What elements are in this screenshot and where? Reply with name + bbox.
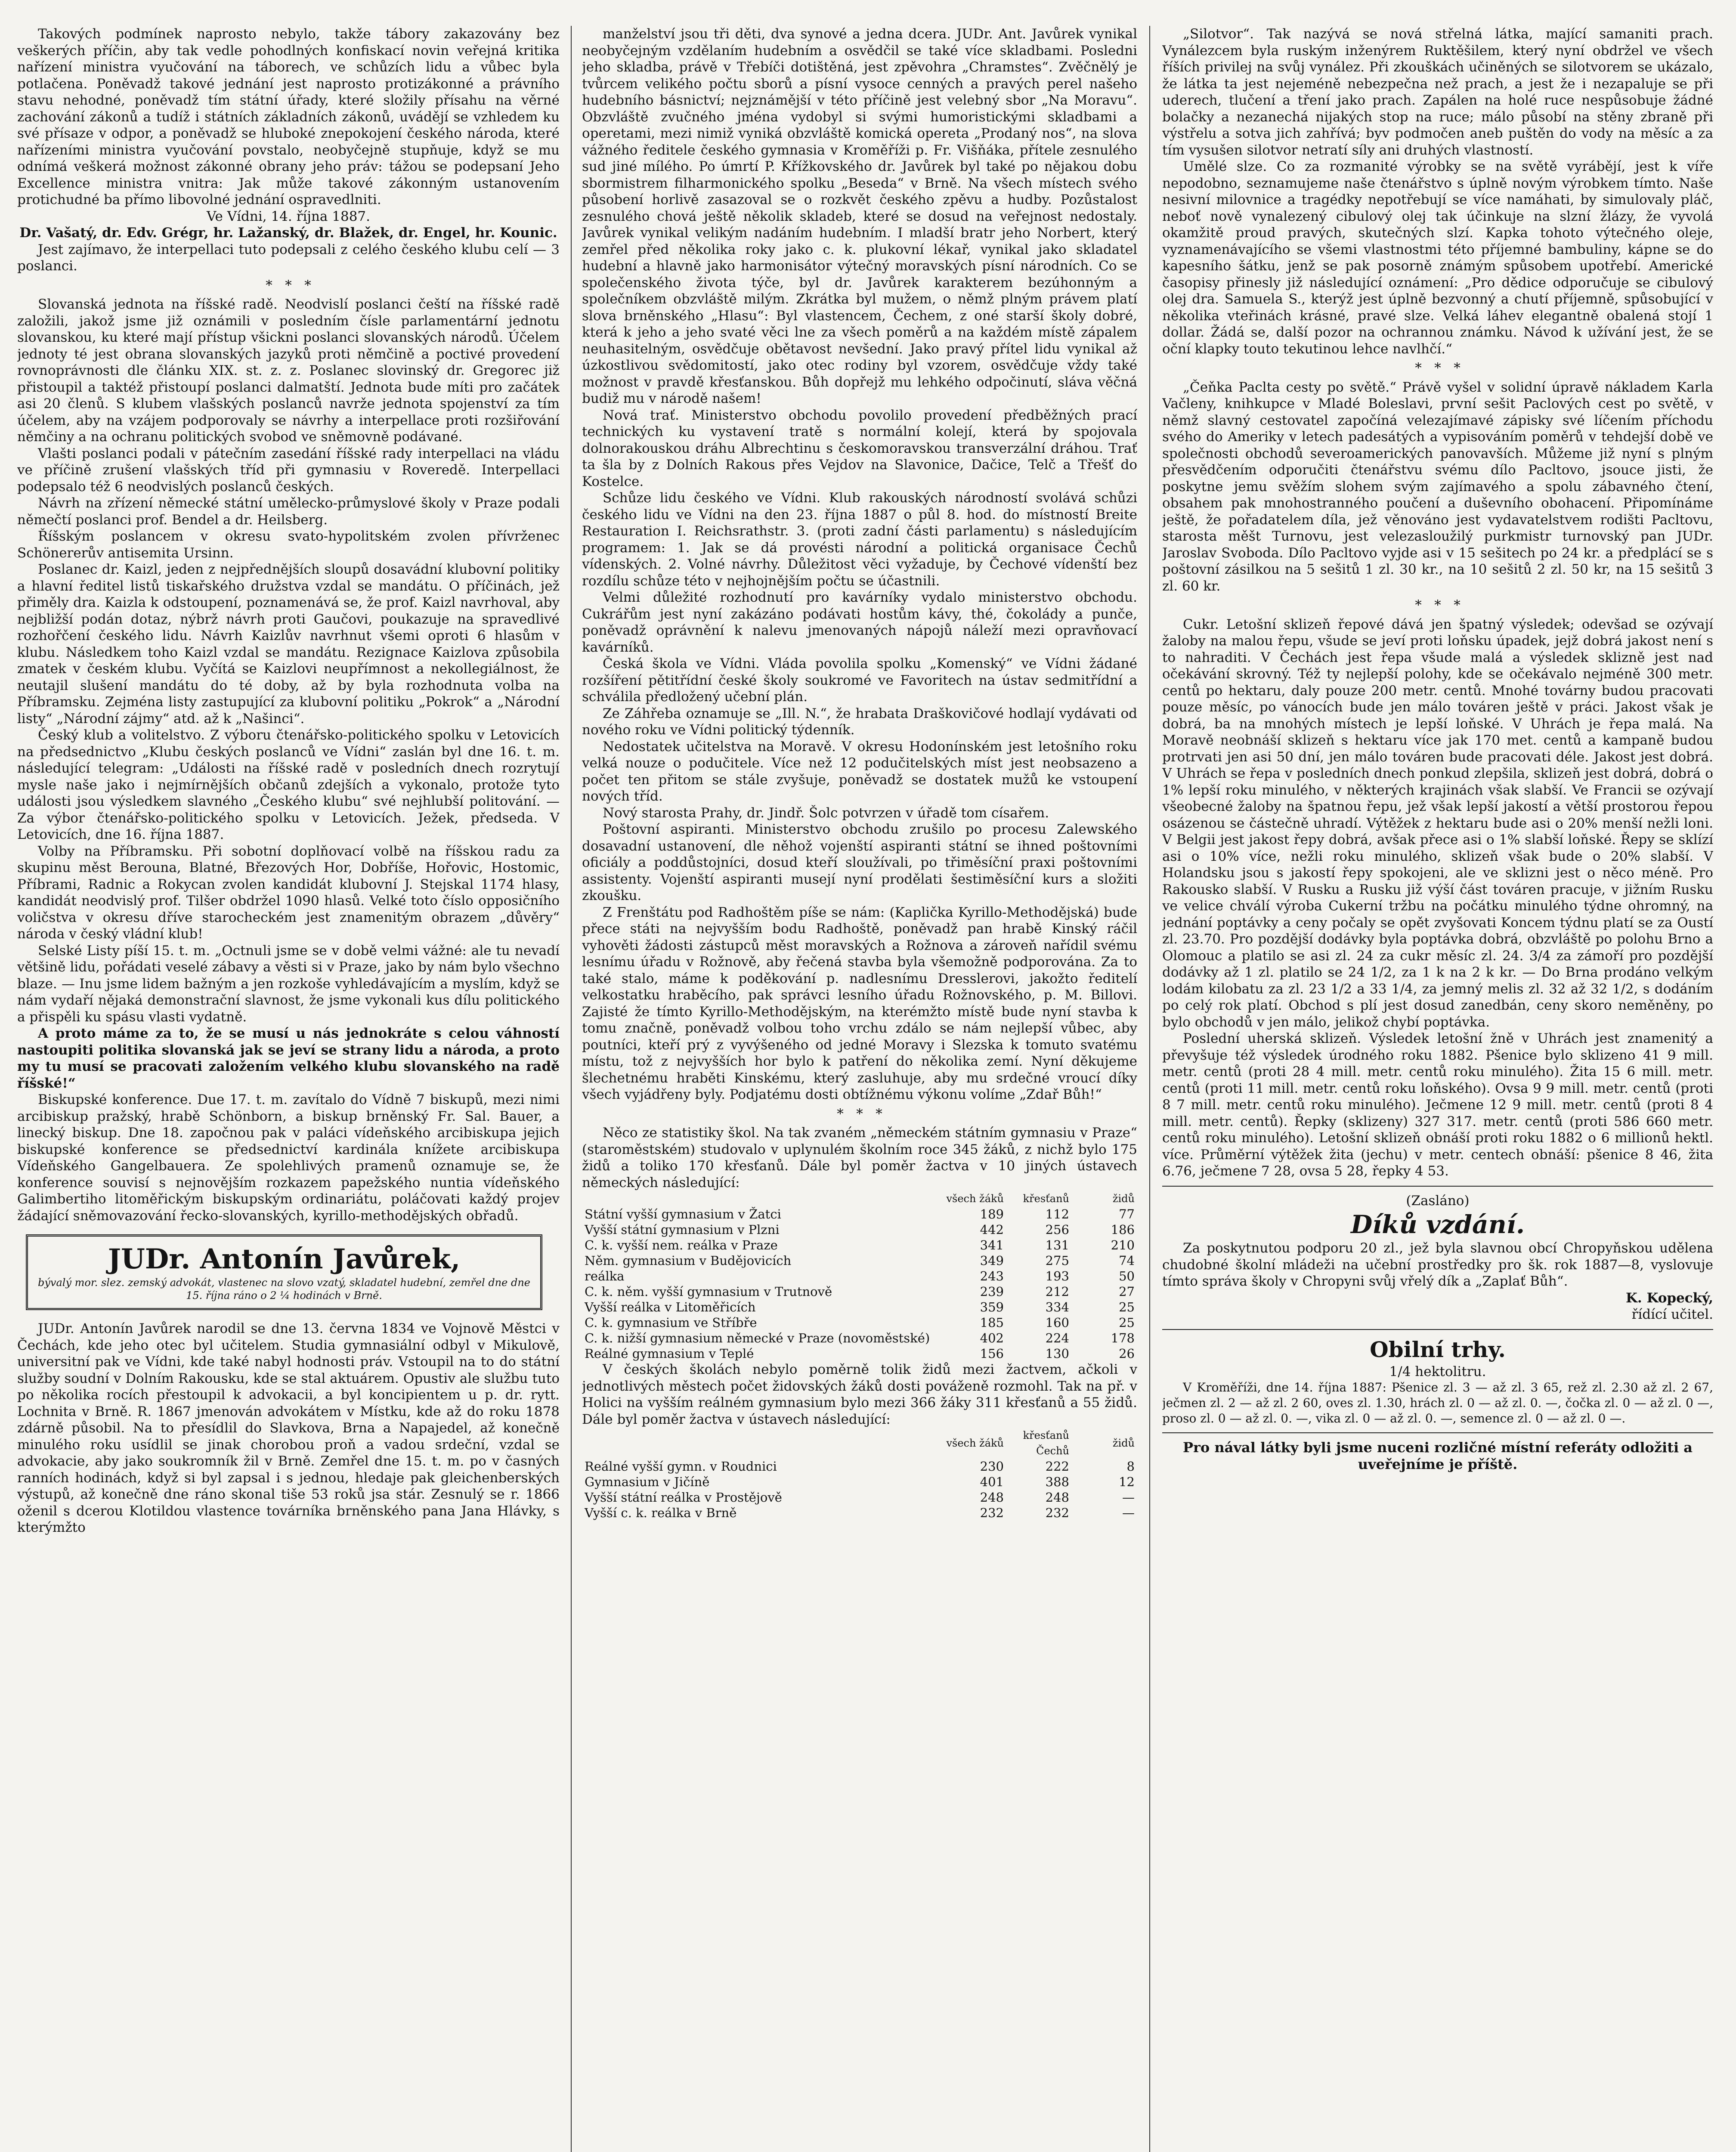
table-cell-value: 77 <box>1119 1207 1135 1221</box>
article-paragraph: Velmi důležité rozhodnutí pro kavárníky vydalo ministerstvo obchodu. Cukrářům jest nyní zakázáno podávati hostům kávy, thé, čokolády a punče, poněvadž oprávnění k nalevu jmenovaných nápojů náleží mezi opravňovací kavárníků. <box>582 590 1137 655</box>
article-paragraph: Za poskytnutou podporu 20 zl., jež byla slavnou obcí Chropyňskou udělena chudobné školní mládeži na učební prostředky pro šk. rok 1887—8, vyslovuje tímto správa školy v Chropyni svůj vřelý dík a „Zaplať Bůh“. <box>1162 1240 1713 1289</box>
table-cell-value: 131 <box>1045 1238 1069 1252</box>
table-row <box>582 1253 1137 1268</box>
table-cell-value: 243 <box>980 1269 1004 1283</box>
column-middle <box>582 26 1137 2152</box>
article-paragraph: Nová trať. Ministerstvo obchodu povolilo provedení předběžných prací technických ku vystavení tratě s normální kolejí, která by spojovala dolnorakouskou dráhu Albrechtinu s českomoravskou transverzální dráhou. Trať ta šla by z Dolních Rakous přes Vejdov na Slavonice, Dačice, Telč a Třešť do Kostelce. <box>582 407 1137 489</box>
obituary-title: JUDr. Antonín Javůrek, <box>108 1243 461 1275</box>
table-cell-label: Gymnasium v Jičíně <box>585 1475 710 1489</box>
table-cell-value: 341 <box>980 1238 1004 1252</box>
table-cell-value: 232 <box>980 1506 1004 1520</box>
table-cell-value: 189 <box>980 1207 1004 1221</box>
table-cell-value: 210 <box>1111 1238 1135 1252</box>
table-row <box>582 1490 1137 1505</box>
article-paragraph: Z Frenštátu pod Radhoštěm píše se nám: (Kaplička Kyrillo-Methodějská) bude přece státi na nejvyšším bodu Radhoště, poněvadž pan hrabě Kinský ráčil vyhověti žádosti zástupců měst moravských a Rožnova a zároveň nařídil svému lesnímu úřadu v Rožnově, aby řečená stavba byla všemožně podporována. Za to také stalo, máme k poděkování p. nadlesnímu Dresslerovi, jakožto ředitelí velkostatku hraběcího, pak správci lesního úřadu Rožnovského, p. M. Billovi. Zajisté že tímto Kyrillo-Methodějským, na kterémžto místě bude nyní stavba k tomu značně, poněvadž volbou toho vrchu zdálo se nám nejlepší vůbec, aby poutníci, kteří prý z vyvýšeného od jedné Moravy i Slezska k tomuto svatému místu, tož z nejvyšších hor bylo k patření do několika zemí. Nyní děkujeme šlechetnému hraběti Kinskému, který zasluhuje, aby mu srdečné vroucí díky všech vyjádřeny byly. Podjatému dosti obtížnému výkonu volíme „Zdař Bůh!“ <box>582 904 1137 1102</box>
table-cell-value: 232 <box>1045 1506 1069 1520</box>
table-cell-label: Vyšší státní reálka v Prostějově <box>585 1490 782 1505</box>
column-header: všech žáků <box>946 1437 1004 1449</box>
table-cell-value: 212 <box>1045 1284 1069 1299</box>
divider <box>1162 1329 1713 1330</box>
table-cell-value: 50 <box>1119 1269 1135 1283</box>
article-paragraph: Říšským poslancem v okresu svato-hypolitském zvolen přívrženec Schönererův antisemita Ursinn. <box>17 529 560 561</box>
signatories: Dr. Vašatý, dr. Edv. Grégr, hr. Lažanský, dr. Blažek, dr. Engel, hr. Kounic. <box>19 225 557 241</box>
table-row <box>582 1459 1137 1474</box>
table-cell-value: 402 <box>980 1331 1004 1345</box>
column-header: židů <box>1112 1193 1135 1205</box>
article-paragraph: Cukr. Letošní sklizeň řepové dává jen špatný výsledek; odevšad se ozývají žaloby na malou řepu, všude se jeví proti loňsku úpadek, jejž dobrá jakost není s to nahraditi. V Čechách jest řepa všude malá a výsledek sklizně jest nad očekávání skrovný. Též ty nejlepší polohy, kde se očekávalo nejméně 300 metr. centů po hektaru, daly pouze 200 metr. centů. Mnohé továrny budou pracovati pouze měsíc, po vánocích bude jen málo továren ještě v práci. Jakost však je dobrá, ba na mnohých místech je lepší loňské. V Uhrách je řepa malá. Na Moravě neobnáší sklizeň s hektaru více jak 170 met. centů a kampaně budou protrvati jen asi 50 dní, jen málo továren bude pracovati déle. Jakost jest dobrá. V Uhrách se řepa v posledních dnech ponkud zlepšila, sklizeň jest dobrá, dobrá o 1% lepší roku minulého, v některých krajinách však slabší. Ve Francii se ozývají všeobecné žaloby na špatnou řepu, jež však lepší jakostí a větší prostorou řepou osázenou se částečně uhradí. Výtěžek z hektaru bude asi o 20% menší nežli loni. V Belgii jest jakost řepy dobrá, avšak přece asi o 1% slabší loňské. Řepy se sklízí asi o 10% více, nežli roku minulého, sklizeň však bude o 20% slabší. V Holandsku jsou s jakostí řepy spokojeni, ale ve sklizni jest o něco méně. Pro Rakousko slabší. V Rusku a Rusku již výší část továren pracuje, v jižním Rusku ve velice chválí výroba Cukerní tržbu na počátku minulého týdne ohromný, na jednání poptávky a ceny počaly se opět zvyšovati Koncem týdnu platí se za Oustí zl. 23.70. Pro pozdější dodávky byla poptávka dobrá, obzvláště po polohu Brno a Olomouc a platilo se asi zl. 24 za cukr měsíc zl. 24. 3/4 za zámoří pro pozdější dodávky až 1 zl. platilo se 24 1/2, za 1 k na 2 k kr. — Do Brna prodáno velkým lodám kilobatu za zl. 23 1/2 a 33 1/4, za jemný melis zl. 32 až 32 1/2, s dodáním po celý rok platí. Obchod s plí jest dosud zanedbán, ceny skoro neměněny, po bylo obchodů v jen málo, jelikož chybí poptávka. <box>1162 616 1713 1030</box>
table-row <box>582 1222 1137 1237</box>
table-cell-value: 334 <box>1045 1300 1069 1314</box>
article-paragraph: Slovanská jednota na říšské radě. Neodvislí poslanci čeští na říšské radě založili, jakož jsme již oznámili v posledním čísle parlamentární jednotu slovanskou, ku které mají přístup všickni poslanci slovanských národů. Účelem jednoty té jest obrana slovanských jazyků proti němčině a poctivé provedení rovnoprávnosti dle článku XIX. st. z. z. Poslanec slovinský dr. Gregorec již přistoupil a taktéž přistoupí poslanci dalmatští. Jednota bude míti pro začátek asi 20 členů. S klubem vlašských poslanců navrže jednota spojenství za tím účelem, aby na vzájem podporovaly se návrhy a interpellace proti rozšiřování němčiny a na ochranu politických svobod ve sněmovně podávané. <box>17 297 560 445</box>
table-cell-label: Vyšší reálka v Litoměřicích <box>585 1300 756 1314</box>
table-row <box>582 1315 1137 1330</box>
table-cell-label: C. k. něm. vyšší gymnasium v Trutnově <box>585 1284 832 1299</box>
table-cell-value: 26 <box>1119 1346 1135 1361</box>
table-cell-value: 442 <box>980 1222 1004 1237</box>
table-cell-label: reálka <box>585 1269 625 1283</box>
section-title: Díků vzdání. <box>1350 1210 1525 1239</box>
table-row <box>582 1474 1137 1490</box>
article-paragraph: „Silotvor“. Tak nazývá se nová střelná látka, mající samaniti prach. Vynálezcem byla ruským inženýrem Ruktěšilem, který nyní obdržel ve všech říších privilej na svůj vynález. Při zkouškách učiněných se silotvorem se ukázalo, že látka ta jest nejeméně nebezpečna než prach, a jest že i nezapaluje se při uderech, tlučení a tření jako prach. Zapálen na holé ruce nespůsobuje žádné bolačky a nezanechá nijakých stop na ruce; málo působí na stěny zbraně při výstřelu a sotva jich zahřívá; byv podmočen aneb puštěn do vody na měsíc a za tím vysušen silotvor netratí síly ani druhých vlastností. <box>1162 26 1713 158</box>
article-paragraph: Nový starosta Prahy, dr. Jindř. Šolc potvrzen v úřadě tom císařem. <box>603 805 1049 821</box>
unit-label: 1/4 hektolitru. <box>1389 1364 1486 1379</box>
table-cell-label: Státní vyšší gymnasium v Žatci <box>585 1207 781 1221</box>
table-cell-value: 178 <box>1111 1331 1135 1345</box>
article-paragraph: Poslední uherská sklizeň. Výsledek letošní žně v Uhrách jest znamenitý a převyšuje též výsledek úrodného roku 1882. Pšenice bylo sklizeno 41 9 mill. metr. centů (proti 28 4 mill. metr. centů roku minulého). Žita 15 6 mill. metr. centů (proti 11 mill. metr. centů roku loňského). Ovsa 9 9 mill. metr. centů (proti 8 7 mill. metr. centů roku minulého). Ječmene 12 9 mill. metr. centů (proti 8 4 mill. metr. centů). Řepky (sklizeny) 327 317. metr. centů (proti 586 660 metr. centů roku minulého). Letošní sklizeň obnáší proti roku 1882 o 6 millionů hektl. více. Průměrní výtěžek žita (jechu) v metr. centech obnáší: pšenice 8 46, žita 6.76, ječmene 7 28, ovsa 5 28, řepky 4 53. <box>1162 1031 1713 1179</box>
table-cell-value: 156 <box>980 1346 1004 1361</box>
article-paragraph: Selské Listy píší 15. t. m. „Octnuli jsme se v době velmi vážné: ale tu nevadí většině lidu, pořádati veselé zábavy a věsti si v Praze, jako by nám bylo všechno blaze. — Inu jsme lidem bažným a jen rozkoše vyhledávajícím a myslím, když se nám vydaří nějaká demonstrační slavnost, že jsme vykonali kus dílu politického a přispěli ku spásu vlasti vydatně. <box>17 943 560 1025</box>
column-left <box>17 26 560 2152</box>
signature-name: K. Kopecký, <box>1625 1290 1713 1306</box>
table-cell-value: 275 <box>1045 1253 1069 1268</box>
article-paragraph: Poslanec dr. Kaizl, jeden z nejpřednějších sloupů dosavádní klubovní politiky a hlavní ředitel listů tiskařského družstva vzdal se mandátu. O příčinách, jež přiměly dra. Kaizla k odstoupení, poznamenává se, že prof. Kaizl navrhoval, aby nejbližší podán dotaz, nýbrž návrh proti Gaučovi, poukazuje na spravedlivé rozhořčení českého lidu. Návrh Kaizlův navrhnut všemi oproti 6 hlasům v klubu. Následkem toho Kaizl vzdal se mandátu. Rezignace Kaizlova způsobila zmatek v českém klubu. Vyčítá se Kaizlovi neupřímnost a nekollegiálnost, že neutajil slušení mandátu do té doby, až by byla rozhodnuta volba na Příbramsku. Zejména listy zastupující za klubovní politiku „Pokrok“ a „Národní listy“ „Národní zájmy“ atd. až k „Našinci“. <box>17 562 560 727</box>
table-row <box>582 1237 1137 1253</box>
article-paragraph: Schůze lidu českého ve Vídni. Klub rakouských národností svolává schůzi českého lidu ve Vídni na den 23. října 1887 o půl 8. hod. do místností Breite Restauration I. Reichsrathstr. 3. (proti zadní části parlamentu) s následujícím programem: 1. Jak se dá provésti národní a politická organisace Čechů vídenských. 2. Volné návrhy. Důležitost věci vyžaduje, by Čechové vídenští bez rozdílu schůze této v nejhojnějším počtu se účastnili. <box>582 490 1137 589</box>
column-rule <box>571 26 572 2152</box>
column-right <box>1162 26 1713 2152</box>
divider <box>1162 1186 1713 1187</box>
table-row <box>582 1268 1137 1284</box>
article-paragraph: Český klub a volitelstvo. Z výboru čtenářsko-politického spolku v Letovicích na předsednictvo „Klubu českých poslanců ve Vídni“ zaslán byl dne 16. t. m. následující telegram: „Události na říšské radě v posledních dnech rozrytují mysle naše jako i nejmírnějších občanů zdejších a vykonalo, protože tyto události jsou výsledkem slavného „Českého klubu“ své nejhlubší politování. — Za výbor čtenářsko-politického spolku v Letovicích. Ježek, předseda. V Letovicích, dne 16. října 1887. <box>17 727 560 842</box>
table-cell-value: 74 <box>1119 1253 1135 1268</box>
article-paragraph: Návrh na zřízení německé státní umělecko-průmyslové školy v Praze podali němečtí poslanci prof. Bendel a dr. Heilsberg. <box>17 495 560 528</box>
table-cell-label: C. k. nižší gymnasium německé v Praze (novoměstské) <box>585 1331 930 1345</box>
article-paragraph: A proto máme za to, že se musí u nás jednokráte s celou váhností nastoupiti politika slovanská jak se jeví se strany lidu a národa, a proto my tu musí se pracovati založením velkého klubu slovanského na radě říšské!“ <box>17 1026 560 1091</box>
column-header: křesťanů Čechů <box>1023 1429 1069 1457</box>
table-row <box>582 1330 1137 1346</box>
article-paragraph: Vlašti poslanci podali v pátečním zasedání říšské rady interpellaci na vládu ve příčině zrušení vlašských tříd při gymnasiu v Roveredě. Interpellaci podepsalo též 6 neodvislých poslanců českých. <box>17 445 560 495</box>
table-cell-value: 8 <box>1126 1459 1135 1474</box>
school-stats-table <box>582 1191 1137 1361</box>
table-cell-value: 248 <box>1045 1490 1069 1505</box>
separator: * * * <box>1415 360 1461 376</box>
table-header-row <box>582 1428 1137 1459</box>
article-paragraph: „Čeňka Paclta cesty po světě.“ Právě vyšel v solidní úpravě nákladem Karla Vačleny, knihkupce v Mladé Boleslavi, první sešit Paclových cest po světě, v němž slavný cestovatel započíná velezajímavé zápisky své líčením příchodu svého do Ameriky v letech padesátých a vypisováním poměrů v tehdejší době ve společnosti obchodů severoamerických panovavších. Můžeme již nyní s plným přesvědčením odporučiti čtenářstvu svému dílo Pacltovo, jsouce jisti, že poskytne jemu svěžím slohem svým zajímavého a spolu zábavného čtení, obsahem pak mnohostranného poučení a duševního obohacení. Připomínáme ještě, že pořadatelem díla, jež věnováno jest vydavatelstvem rodišti Pacltovu, starosta měšt Turnovu, jest velezasloužilý purkmistr turnovský pan JUDr. Jaroslav Svoboda. Dílo Pacltovo vyjde asi v 15 sešitech po 24 kr. a předplácí se s poštovní zásilkou na 5 sešitů 1 zl. 30 kr., na 10 sešitů 2 zl. 50 kr, na 15 sešitů 3 zl. 60 kr. <box>1162 379 1713 594</box>
article-paragraph: Volby na Příbramsku. Při sobotní doplňovací volbě na říšskou radu za skupinu měst Berouna, Blatné, Březových Hor, Dobříše, Hořovic, Hostomic, Příbrami, Radnic a Rokycan zvolen kandidát klubovní J. Stejskal 1174 hlasy, kandidát neodvislý prof. Tilšer obdržel 1090 hlasů. Velké toto číslo opposičního voličstva v okresu dříve starocheckém jest znamenitým obrazem „důvěry“ národa v český vládní klub! <box>17 843 560 942</box>
table-cell-value: 160 <box>1045 1315 1069 1330</box>
table-cell-value: 25 <box>1119 1300 1135 1314</box>
table-cell-value: 193 <box>1045 1269 1069 1283</box>
column-rule <box>1149 26 1150 2152</box>
article-paragraph: Ze Záhřeba oznamuje se „Ill. N.“, že hrabata Draškovičové hodlají vydávati od nového roku ve Vídni politický týdenník. <box>582 705 1137 738</box>
article-paragraph: Něco ze statistiky škol. Na tak zvaném „německém státním gymnasiu v Praze“ (staroměstském) studovalo v uplynulém školním roce 345 žáků, z nichž bylo 175 židů a toliko 170 křesťanů. Dále byl poměr žactva v 10 jiných ústavech německých následující: <box>582 1125 1137 1190</box>
table-cell-value: 388 <box>1045 1475 1069 1489</box>
article-paragraph: Jest zajímavo, že interpellaci tuto podepsali z celého českého klubu celí — 3 poslanci. <box>17 241 560 274</box>
article-paragraph: Poštovní aspiranti. Ministerstvo obchodu zrušilo po procesu Zalewského dosavadní ustanovení, dle něhož vojenští aspiranti státní se ihned poštovními oficiály a poddůstojníci, dosud kteří sloužívali, po třiměsíční praxi poštovními assistenty. Vojenští aspiranti musejí nyní prodělati šestiměsíční kurs a složiti zkoušku. <box>582 822 1137 903</box>
column-header: všech žáků <box>946 1193 1004 1205</box>
table-cell-value: 112 <box>1045 1207 1069 1221</box>
signature-role: řídící učitel. <box>1631 1307 1713 1322</box>
table-cell-label: Reálné vyšší gymn. v Roudnici <box>585 1459 777 1474</box>
dateline: Ve Vídni, 14. října 1887. <box>206 208 371 224</box>
table-cell-label: Vyšší c. k. reálka v Brně <box>585 1506 737 1520</box>
article-paragraph: Česká škola ve Vídni. Vláda povolila spolku „Komenský“ ve Vídni žádané rozšíření pětitřídní české školy soukromé ve Favoritech na ústav sedmitřídní a schválila předložený učební plán. <box>582 656 1137 705</box>
section-label: (Zasláno) <box>1406 1193 1470 1209</box>
table-cell-value: 230 <box>980 1459 1004 1474</box>
table-cell-label: Něm. gymnasium v Budějovicích <box>585 1253 792 1268</box>
article-paragraph: Umělé slze. Co za rozmanité výrobky se na světě vyrábějí, jest k víře nepodobno, seznamujeme naše čtenářstvo s úplně novým výrobkem tímto. Naše nesivní milovnice a tragédky nepotřebují se více namáhati, by simulovaly pláč, neboť nově vynalezený cibulový olej tak účinkuje na slzní žlázy, že vyvolá okamžitě proud pravých, skutečných slzí. Kapka tohoto výtečného oleje, vyznamenávajícího se všemi vlastnostmi této příjemné bambuliny, kápne se do kapesního šátku, jenž se pak posorně známým spůsobem upotřebí. Americké časopisy přinesly již následující oznámení: „Pro dědice odporučuje se cibulový olej dra. Samuela S., kterýž jest úplně bezvonný a chutí příjemně, spůsobující v několika vteřinách krásné, pravé slze. Velká láhev elegantně obalená stojí 1 dollar. Žádá se, další pozor na ochrannou známku. Návod k užívání jest, že se oční klapky touto tekutinou lehce navlhčí.“ <box>1162 159 1713 357</box>
column-header: židů <box>1112 1437 1135 1449</box>
table-cell-value: 349 <box>980 1253 1004 1268</box>
separator: * * * <box>837 1106 882 1122</box>
table-cell-label: Reálné gymnasium v Teplé <box>585 1346 754 1361</box>
article-paragraph: V Kroměříži, dne 14. října 1887: Pšenice zl. 3 — až zl. 3 65, rež zl. 2.30 až zl. 2 67, ječmen zl. 2 — až zl. 2 60, oves zl. 1.30, hrách zl. 0 — až zl. 0. —, čočka zl. 0 — až zl. 0 —, proso zl. 0 — až zl. 0. —, vika zl. 0 — až zl. 0. —, semence zl. 0 — až zl. 0 —. <box>1162 1380 1713 1425</box>
article-paragraph: Takových podmínek naprosto nebylo, takže tábory zakazovány bez veškerých příčin, aby tak vedle pohodlných konfiskací novin veřejná kritika nařízení ministra vyučování na táborech, ve schůzích lidu a vůbec byla potlačena. Poněvadž takové jednání jest naprosto protizákonné a právního stavu nehodné, poněvadž tím státní úřady, které složily přísahu na věrné zachování zákonů a tudíž i státních základních zákonů, uvádějí se vzhledem ku své přísaze v odpor, a poněvadž se hluboké znepokojení českého národa, které nařízeními ministra vyučování povstalo, neobyčejně stupňuje, když se mu odnímá veškerá možnost zákonné obrany jeho práv: tážou se podepsaní Jeho Excellence ministra vnitra: Jak může takové zákonným ustanovením protichudné ba přímo libovolné jednání ospravedlniti. <box>17 26 560 207</box>
table-cell-label: Vyšší státní gymnasium v Plzni <box>585 1222 780 1237</box>
table-cell-label: C. k. gymnasium ve Stříbře <box>585 1315 757 1330</box>
article-paragraph: V českých školách nebylo poměrně tolik židů mezi žactvem, ačkoli v jednotlivých městech počet židovských žáků dosti pováženě rozmohl. Tak na př. v Holici na vyšším reálném gymnasium bylo mezi 366 žáky 311 křesťanů a 55 židů. Dále byl poměr žactva v ústavech následující: <box>582 1362 1137 1427</box>
table-cell-value: — <box>1122 1506 1135 1520</box>
obituary-box <box>26 1234 542 1310</box>
table-cell-value: 248 <box>980 1490 1004 1505</box>
article-paragraph: JUDr. Antonín Javůrek narodil se dne 13. června 1834 ve Vojnově Městci v Čechách, kde jeho otec byl učitelem. Studia gymnasiální odbyl v Mikulově, universitní pak ve Vídni, kde také nabyl hodnosti práv. Vstoupil na to do státní služby soudní v Dolním Rakousku, kde se stal aktuárem. Opustiv ale službu tuto po několika rocích přestoupil k advokacii, a byl koncipientem u p. dr. rytt. Lochnita v Brně. R. 1867 jmenován advokátem v Místku, kde až do roku 1878 zdárně působil. Na to přesídlil do Slavkova, Brna a Napajedel, až konečně minulého roku usídlil se jinak chorobou proň a vadou srdeční, vzdal se advokacie, aby jako soukromník žil v Brně. Zemřel dne 15. t. m. po v časných ranních hodinách, když si byl zapsal i s jednou, hledaje pak gleichenberských výstupů, až konečně dne ráno skonal tiše 53 roků jsa stár. Zesnulý se r. 1866 oženil s dcerou Klotildou vlastence továrníka brněnského pana Jana Hlávky, s kterýmžto <box>17 1321 560 1535</box>
divider <box>1162 1432 1713 1433</box>
editorial-notice: Pro nával látky byli jsme nuceni rozličné místní referáty odložiti a uveřejníme je příště. <box>1182 1439 1693 1472</box>
column-header: křesťanů <box>1023 1193 1069 1205</box>
table-row <box>582 1206 1137 1222</box>
table-cell-value: 239 <box>980 1284 1004 1299</box>
table-cell-value: 401 <box>980 1475 1004 1489</box>
table-cell-label: C. k. vyšší nem. reálka v Praze <box>585 1238 778 1252</box>
table-row <box>582 1346 1137 1361</box>
table-cell-value: — <box>1122 1490 1135 1505</box>
school-stats-table-czech <box>582 1428 1137 1521</box>
table-cell-value: 185 <box>980 1315 1004 1330</box>
table-cell-value: 25 <box>1119 1315 1135 1330</box>
separator: * * * <box>266 277 311 293</box>
table-row <box>582 1284 1137 1299</box>
article-paragraph: manželství jsou tři děti, dva synové a jedna dcera. JUDr. Ant. Javůrek vynikal neobyčejným vzdělaním hudebním a osvědčil se také více skladbami. Posledni jeho skladba, právě v Třebíči dotištěná, jest zpěvohra „Chramstes“. Zvěčnělý je tvůrcem velikého počtu sborů a písní vysoce cenných a pravých perel našeho hudebního básnictví; nejznámější v této příčině jest velebný sbor „Na Moravu“. Obzvláště zvučného jména vydobyl si svými humoristickými skladbami a operetami, mezi nimiž vyniká obzvláště komická opereta „Prodaný nos“, na slova vážného ředitele českého gymnasia v Kroměříži p. Fr. Višňáka, přítele zesnulého sud jiné mílého. Po úmrtí P. Křížkovského dr. Javůrek byl také po nějakou dobu sbormistrem filharmonického spolku „Beseda“ v Brně. Na všech místech svého působení horlivě zasazoval se o rozkvět českého zpěvu a hudby. Pozůstalost zesnulého chová ještě několik skladeb, které se dosud na veřejnost nedostaly. Javůrek vynikal velikým nadáním hudebním. I mladší bratr jeho Norbert, který zemřel před několika roky jako c. k. plukovní lékař, vynikal jako skladatel hudební a hlavně jako harmonisátor výtečný moravských písní národních. Co se společenského života týče, byl dr. Javůrek karakterem bezúhonným a společníkem obzvláště milým. Zkrátka byl mužem, o němž plným právem platí slova brněnského „Hlasu“: Byl vlastencem, Čechem, z oné starší školy dobré, která k jeho a jeho svaté věci lne za všech poměrů a na každém místě zápalem neuhasitelným, osvědčuje obětavost nevšední. Jako pravý přítel lidu vynikal až úzkostlivou svědomitostí, jako otec rodiny byl vzorem, osvědčuje vždy také možnost v pravdě křesťanskou. Bůh dopřejž mu lehkého odpočinutí, sláva věčná budiž mu v národě našem! <box>582 26 1137 406</box>
table-cell-value: 27 <box>1119 1284 1135 1299</box>
separator: * * * <box>1415 597 1461 613</box>
article-paragraph: Biskupské konference. Due 17. t. m. zavítalo do Vídně 7 biskupů, mezi nimi arcibiskup pražský, hrabě Schönborn, a biskup brněnský Fr. Sal. Bauer, a linecký biskup. Dne 18. započnou pak v paláci vídeňského arcibiskupa jejich biskupské konference se předsednictví kardinála knížete arcibiskupa Vídeňského Gangelbauera. Ze spolehlivých pramenů oznamuje se, že konference souvisí s nejnovějším rozkazem papežského nuntia vídeňského Galimbertiho litoměřickým biskupským ordinariátu, poláčovati každý projev žádající sněmovazování řecko-slovanských, kyrillo-methodějských obřadů. <box>17 1092 560 1224</box>
table-cell-value: 222 <box>1045 1459 1069 1474</box>
table-cell-value: 186 <box>1111 1222 1135 1237</box>
table-cell-value: 130 <box>1045 1346 1069 1361</box>
article-paragraph: Nedostatek učitelstva na Moravě. V okresu Hodonínském jest letošního roku velká nouze o podučitele. Více než 12 podučitelských míst jest neobsazeno a počet ten přitom se stále zvyšuje, poněvadž se dostatek mužů ke vstoupení nových tříd. <box>582 739 1137 804</box>
table-cell-value: 359 <box>980 1300 1004 1314</box>
table-row <box>582 1299 1137 1315</box>
table-header-row <box>582 1191 1137 1206</box>
table-cell-value: 256 <box>1045 1222 1069 1237</box>
section-title: Obilní trhy. <box>1370 1336 1506 1362</box>
table-cell-value: 224 <box>1045 1331 1069 1345</box>
table-row <box>582 1505 1137 1521</box>
obituary-subtitle: bývalý mor. slez. zemský advokát, vlastenec na slovo vzatý, skladatel hudební, zemřel dne dne 15. října ráno o 2 ¼ hodinách v Brně. <box>38 1277 530 1302</box>
table-cell-value: 12 <box>1119 1475 1135 1489</box>
